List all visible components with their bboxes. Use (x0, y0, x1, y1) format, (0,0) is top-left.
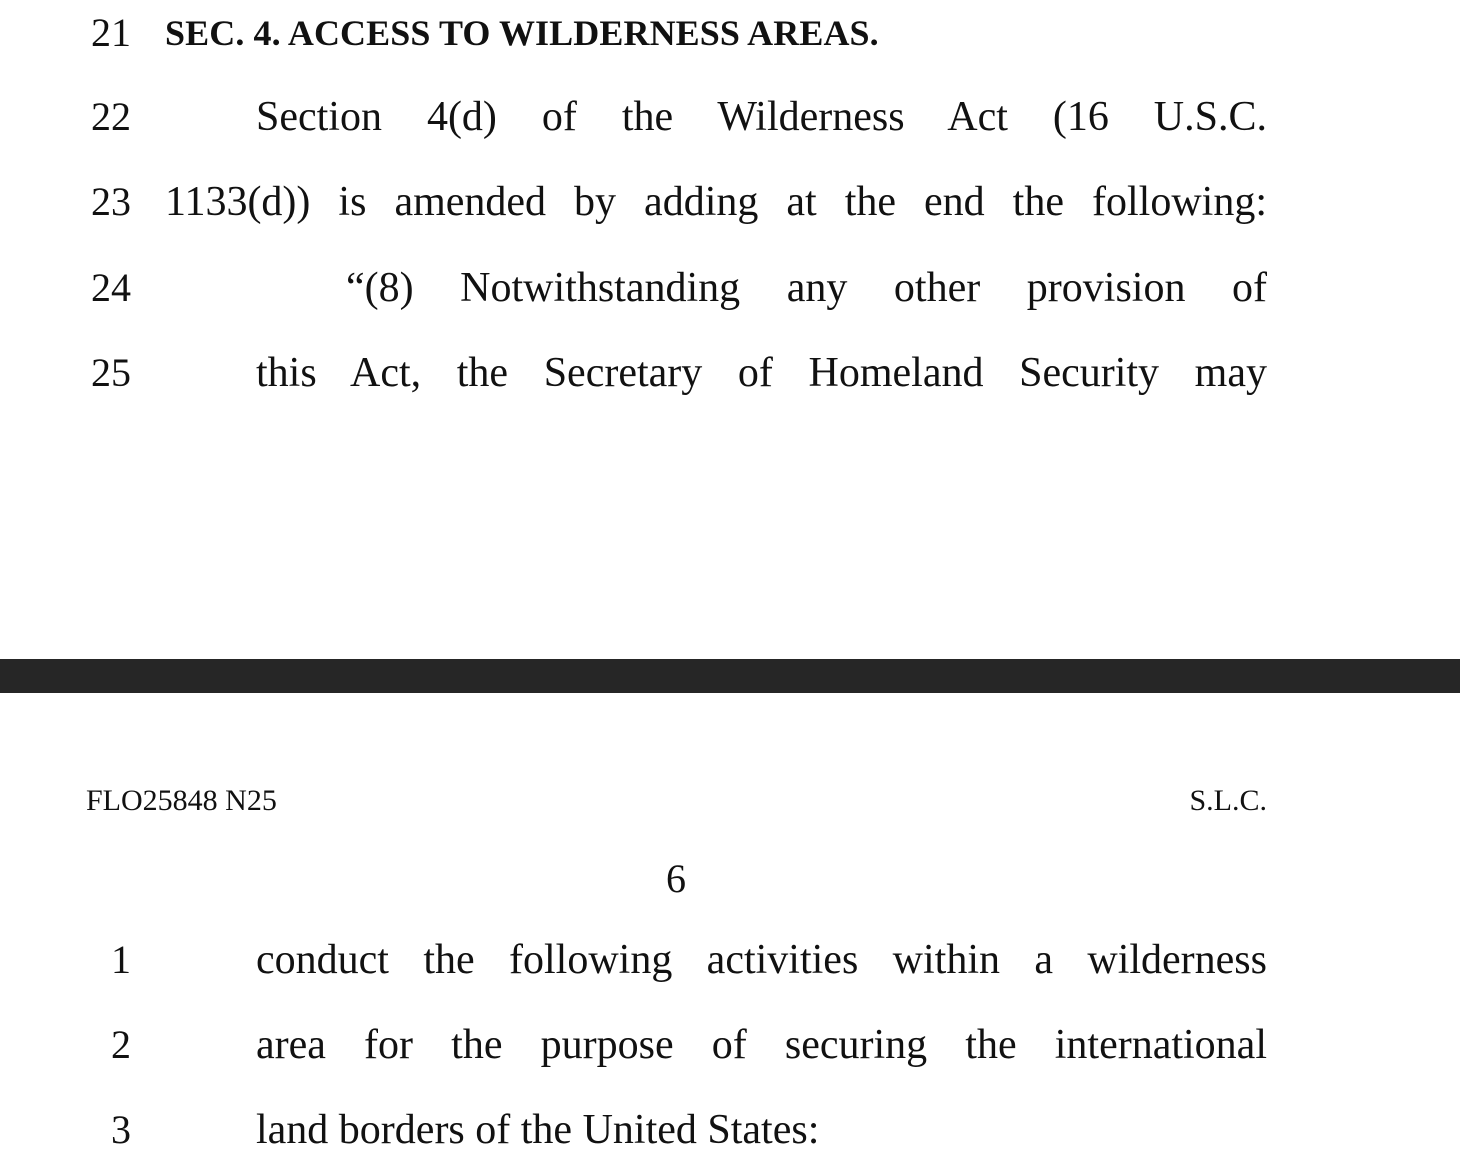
line-number: 2 (111, 1022, 131, 1067)
line-text: Section 4(d) of the Wilderness Act (16 U.S.C. (256, 94, 1267, 140)
line-text: conduct the following activities within a wilderness (256, 937, 1267, 983)
section-heading: SEC. 4. ACCESS TO WILDERNESS AREAS. (165, 13, 879, 53)
line-number: 23 (91, 179, 131, 224)
document-id: FLO25848 N25 (86, 784, 277, 817)
line-number: 21 (91, 10, 131, 55)
line-text: this Act, the Secretary of Homeland Security may (256, 350, 1267, 396)
document-line (0, 87, 1460, 147)
line-text: land borders of the United States: (256, 1107, 820, 1153)
line-number: 22 (91, 94, 131, 139)
line-text: 1133(d)) is amended by adding at the end the following: (165, 179, 1267, 225)
document-line (0, 1100, 1460, 1160)
document-line (0, 1015, 1460, 1075)
line-number: 24 (91, 265, 131, 310)
page-number: 6 (666, 856, 686, 901)
page-separator (0, 659, 1460, 693)
line-number: 25 (91, 350, 131, 395)
document-line (0, 258, 1460, 318)
line-number: 1 (111, 937, 131, 982)
line-text: area for the purpose of securing the international (256, 1022, 1267, 1068)
document-line (0, 3, 1460, 63)
document-code: S.L.C. (1189, 784, 1267, 817)
document-line (0, 930, 1460, 990)
line-number: 3 (111, 1107, 131, 1152)
document-line (0, 343, 1460, 403)
line-text: “(8) Notwithstanding any other provision of (346, 265, 1267, 311)
document-page-bottom (0, 693, 1460, 1171)
document-line (0, 172, 1460, 232)
